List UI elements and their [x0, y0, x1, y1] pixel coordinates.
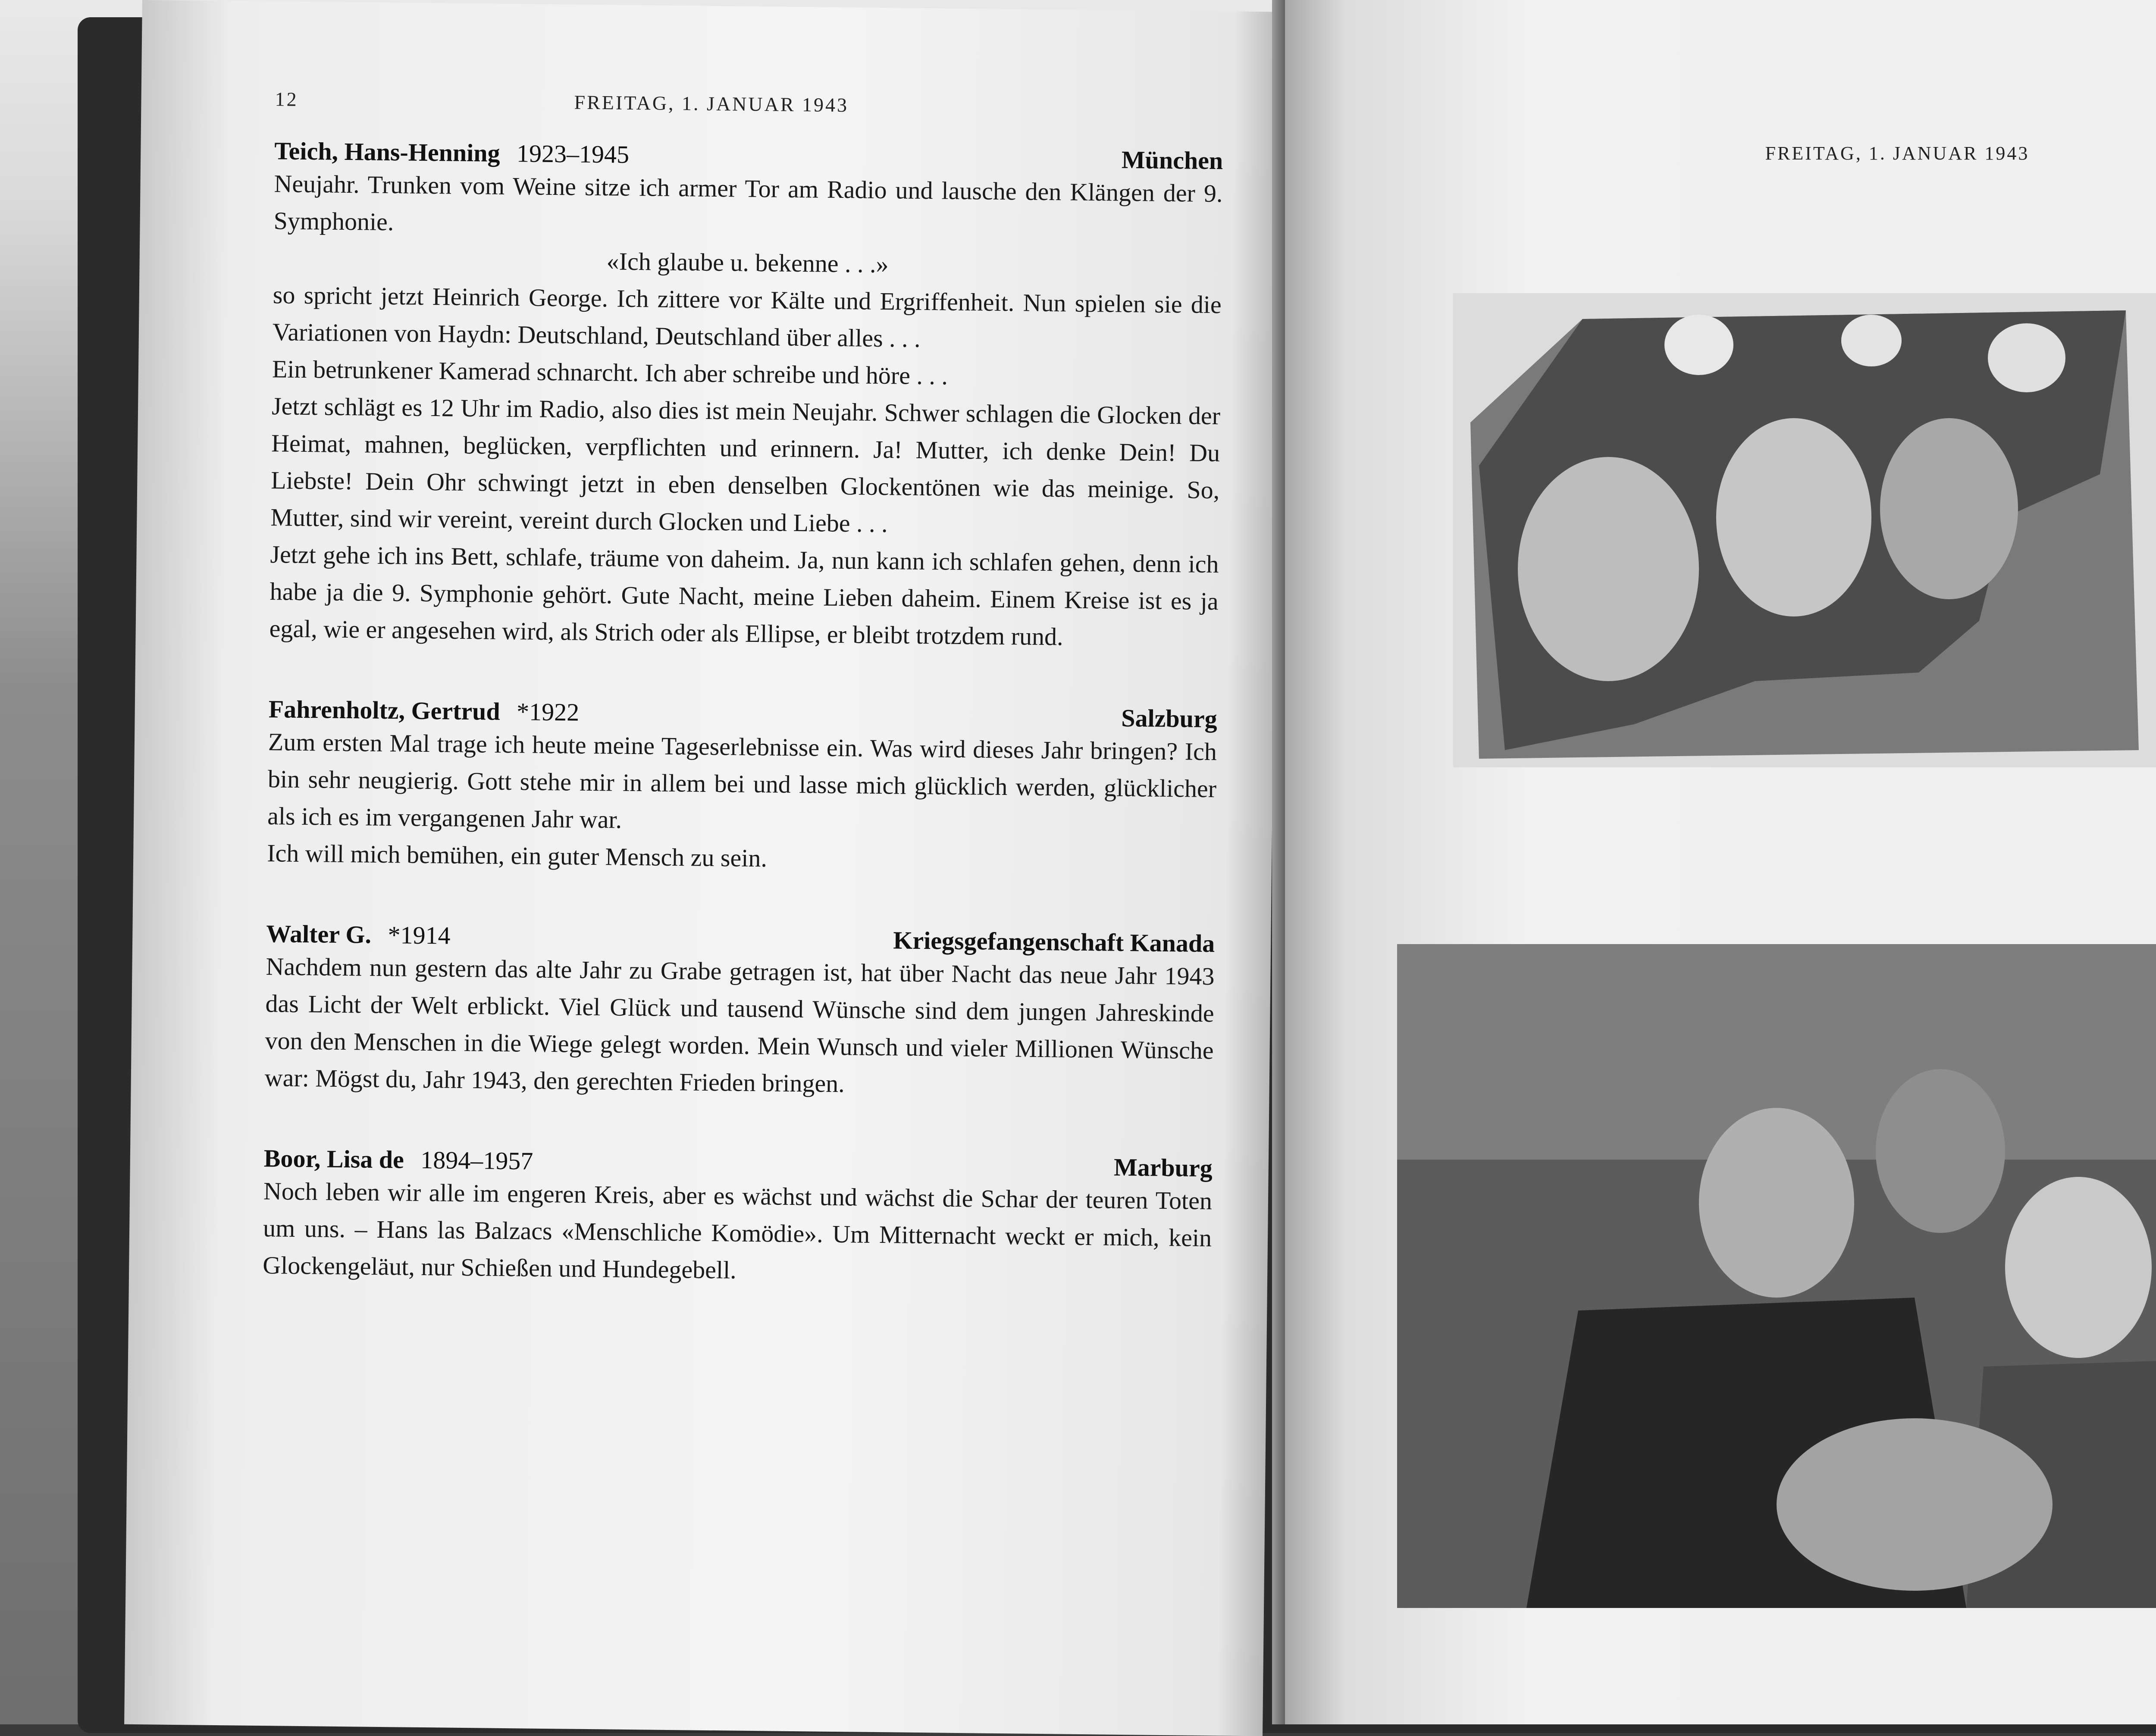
entry-paragraph: so spricht jetzt Heinrich George. Ich zittere vor Kälte und Ergriffenheit. Nun spielen sie die Variationen von Haydn: Deutschland, Deutschland über alles . . .: [272, 281, 1222, 353]
left-page: [124, 0, 1281, 1736]
photo-three-men: [1453, 293, 2156, 767]
entry-author: Boor, Lisa de: [263, 1144, 404, 1174]
entry-paragraph: Ein betrunkener Kamerad schnarcht. Ich aber schreibe und höre . . .: [272, 355, 948, 390]
diary-entry: [264, 919, 1215, 1106]
left-running-head: [275, 88, 1223, 120]
entry-paragraph: Nachdem nun gestern das alte Jahr zu Grabe getragen ist, hat über Nacht das neue Jahr 1943 das Licht der Welt erblickt. Viel Glück und tausend Wünsche sind dem jungen Jahreskinde von den Menschen in die Wiege gelegt worden. Mein Wunsch und vieler Millionen Wünsche war: Mögst du, Jahr 1943, den gerechten Frieden bringen.: [264, 952, 1215, 1098]
right-running-head: FREITAG, 1. JANUAR 1943: [1765, 143, 2030, 164]
entry-dates: 1923–1945: [516, 139, 630, 169]
entry-paragraph: Jetzt gehe ich ins Bett, schlafe, träume von daheim. Ja, nun kann ich schlafen gehen, denn ich habe ja die 9. Symphonie gehört. Gute Nacht, meine Lieben daheim. Einem Kreise ist es ja egal, wie er angesehen wird, als Strich oder als Ellipse, er bleibt trotzdem rund.: [269, 540, 1219, 651]
entry-author: Fahrenholtz, Gertrud: [268, 695, 501, 726]
entry-dates: *1922: [516, 698, 580, 726]
entry-paragraph: Ich will mich bemühen, ein guter Mensch zu sein.: [266, 839, 768, 873]
entry-place: Marburg: [1113, 1153, 1213, 1182]
entry-dates: *1914: [388, 921, 451, 950]
entry-dates: 1894–1957: [420, 1145, 533, 1175]
diary-entry: [267, 694, 1217, 882]
entry-place: Salzburg: [1121, 704, 1218, 733]
entry-paragraph: Noch leben wir alle im engeren Kreis, aber es wächst und wächst die Schar der teuren Toten um uns. – Hans las Balzacs «Menschliche Komödie». Um Mitternacht weckt er mich, kein Glockengeläut, nur Schießen und Hundegebell.: [262, 1177, 1213, 1284]
entry-place: Kriegsgefangenschaft Kanada: [893, 926, 1215, 958]
entry-author: Walter G.: [266, 920, 372, 949]
entry-body: [267, 723, 1217, 882]
photo-three-men-image: [1453, 293, 2156, 767]
diary-entry: [269, 136, 1223, 657]
entry-paragraph: Zum ersten Mal trage ich heute meine Tageserlebnisse ein. Was wird dieses Jahr bringen? Ich bin sehr neugierig. Gott stehe mir in allem bei und lasse mich glücklich werden, glücklicher als ich es im vergangenen Jahr war.: [267, 728, 1217, 834]
entry-place: München: [1121, 145, 1223, 175]
entry-body: [263, 1173, 1213, 1294]
photo-group-at-table-image: [1397, 944, 2156, 1608]
entry-body: [269, 165, 1223, 657]
diary-entry: [263, 1144, 1213, 1294]
entry-quote: «Ich glaube u. bekenne . . .»: [606, 247, 889, 278]
running-head-title: FREITAG, 1. JANUAR 1943: [574, 91, 849, 116]
entry-paragraph: Jetzt schlägt es 12 Uhr im Radio, also dies ist mein Neujahr. Schwer schlagen die Glocken der Heimat, mahnen, beglücken, verpflichten und erinnern. Ja! Mutter, ich denke Dein! Du Liebste! Dein Ohr schwingt jetzt in eben denselben Glockentönen wie das meinige. So, Mutter, sind wir vereint, vereint durch Glocken und Liebe . . .: [270, 392, 1221, 538]
entry-body: [264, 948, 1214, 1106]
entry-paragraph: Neujahr. Trunken vom Weine sitze ich armer Tor am Radio und lausche den Klängen der 9. Symphonie.: [273, 169, 1223, 236]
entry-author: Teich, Hans-Henning: [274, 137, 500, 167]
page-number: 12: [275, 88, 298, 110]
photo-group-at-table: [1397, 944, 2156, 1608]
